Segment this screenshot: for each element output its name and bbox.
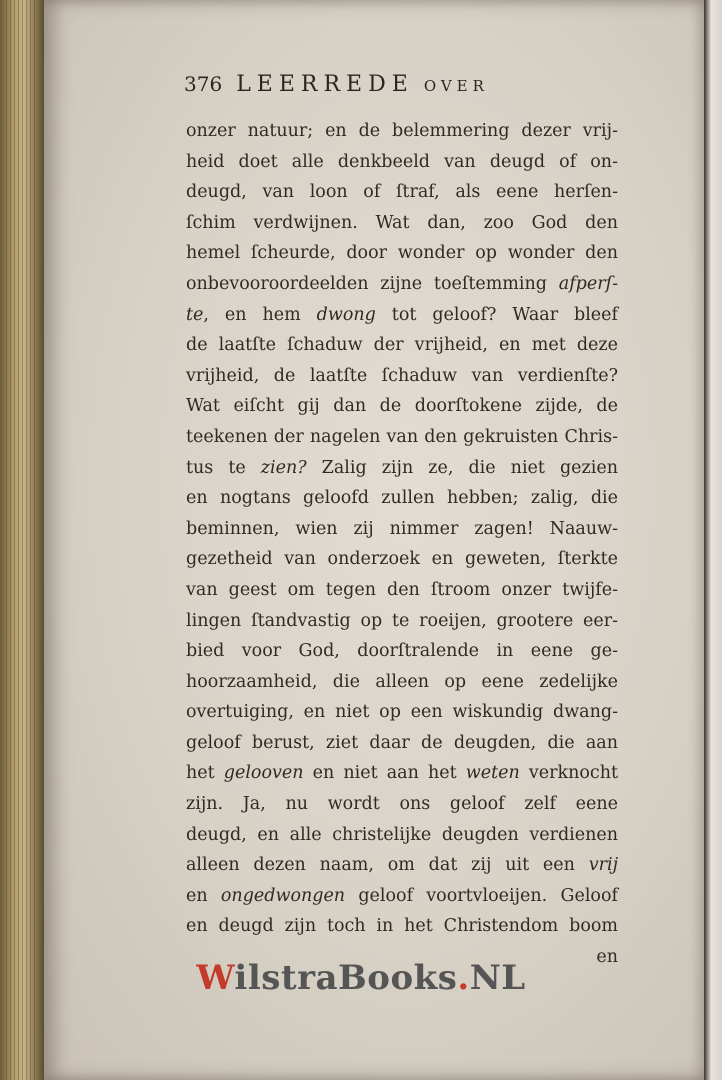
text-line [186, 422, 618, 453]
italic-emphasis: weten [465, 763, 520, 784]
text-segment: gezetheid van onderzoek en geweten, ſterkte [186, 549, 618, 570]
text-line [186, 116, 618, 147]
text-segment: de laatſte ſchaduw der vrijheid, en met deze [186, 335, 618, 356]
text-segment: heid doet alle denkbeeld van deugd of on- [186, 151, 618, 172]
text-line [186, 544, 618, 575]
text-line [186, 575, 618, 606]
watermark-dot: . [457, 958, 470, 998]
text-segment: zijn. Ja, nu wordt ons geloof zelf eene [186, 794, 618, 815]
watermark-name: ilstraBooks [234, 958, 458, 998]
text-segment: alleen dezen naam, om dat zij uit een [186, 855, 589, 876]
page-edges [6, 0, 36, 1080]
text-line [186, 636, 618, 667]
text-segment: overtuiging, en niet op een wiskundig dwang- [186, 702, 618, 723]
text-line [186, 881, 618, 912]
text-line [186, 697, 618, 728]
text-segment: beminnen, wien zij nimmer zagen! Naauw- [186, 518, 618, 539]
text-segment: verknocht [519, 763, 618, 784]
catchword: en [596, 947, 618, 968]
italic-emphasis: ongedwongen [220, 885, 346, 906]
text-line [186, 147, 618, 178]
text-line [186, 606, 618, 637]
text-segment: deugd, en alle christelijke deugden verdienen [186, 824, 618, 845]
text-line [186, 758, 618, 789]
text-line [186, 330, 618, 361]
text-segment: geloof berust, ziet daar de deugden, die aan [186, 732, 618, 753]
text-segment: hoorzaamheid, die alleen op eene zedelijke [186, 671, 618, 692]
text-line [186, 667, 618, 698]
text-line [186, 453, 618, 484]
text-segment: deugd, van loon of ſtraf, als eene herſen- [186, 182, 618, 203]
text-line [186, 911, 618, 942]
text-line [186, 361, 618, 392]
text-segment: geloof voortvloeijen. Geloof [345, 885, 618, 906]
text-segment: Wat eiſcht gij dan de doorſtokene zijde, de [186, 396, 618, 417]
text-line [186, 300, 618, 331]
watermark [0, 958, 722, 998]
italic-emphasis: afperſ- [558, 273, 618, 294]
running-title: LEERREDE [236, 72, 414, 97]
text-line [186, 850, 618, 881]
text-line [186, 728, 618, 759]
italic-emphasis: te [186, 304, 204, 325]
text-segment: en nogtans geloofd zullen hebben; zalig, die [186, 488, 618, 509]
text-segment: en [186, 885, 221, 906]
text-segment: ſchim verdwijnen. Wat dan, zoo God den [186, 212, 618, 233]
book-spine-edge [0, 0, 44, 1080]
watermark-initial: W [196, 958, 235, 998]
text-line [186, 208, 618, 239]
text-segment: hemel ſcheurde, door wonder op wonder den [186, 243, 618, 264]
text-segment: lingen ſtandvastig op te roeijen, grootere eer- [186, 610, 618, 631]
text-segment: het [186, 763, 224, 784]
text-line [186, 820, 618, 851]
text-line [186, 789, 618, 820]
text-segment: Zalig zijn ze, die niet gezien [306, 457, 618, 478]
text-segment: , en hem [203, 304, 317, 325]
watermark-suffix: NL [469, 958, 526, 998]
running-header [184, 72, 624, 102]
text-segment: tot geloof? Waar bleef [375, 304, 618, 325]
text-line [186, 391, 618, 422]
text-segment: onzer natuur; en de belemmering dezer vrij- [186, 121, 618, 141]
text-line [186, 483, 618, 514]
text-segment: en deugd zijn toch in het Christendom boom [186, 916, 618, 937]
italic-emphasis: gelooven [223, 763, 304, 784]
text-segment: bied voor God, doorſtralende in eene ge- [186, 641, 618, 662]
running-title-small: OVER [423, 77, 489, 95]
body-text [186, 116, 618, 973]
text-line [186, 269, 618, 300]
text-segment: en niet aan het [303, 763, 466, 784]
italic-emphasis: zien? [260, 457, 307, 478]
text-segment: vrijheid, de laatſte ſchaduw van verdienſte? [186, 365, 618, 386]
text-segment: van geest om tegen den ſtroom onzer twijfe- [186, 579, 618, 600]
text-line [186, 514, 618, 545]
text-line [186, 177, 618, 208]
text-segment: onbevooroordeelden zijne toeſtemming [186, 273, 559, 294]
text-segment: tus te [186, 457, 261, 478]
text-segment: teekenen der nagelen van den gekruisten Chris- [186, 426, 618, 447]
text-line [186, 238, 618, 269]
facing-page-edge [704, 0, 722, 1080]
italic-emphasis: vrij [588, 855, 618, 876]
page-number: 376 [184, 72, 223, 96]
italic-emphasis: dwong [316, 304, 376, 325]
